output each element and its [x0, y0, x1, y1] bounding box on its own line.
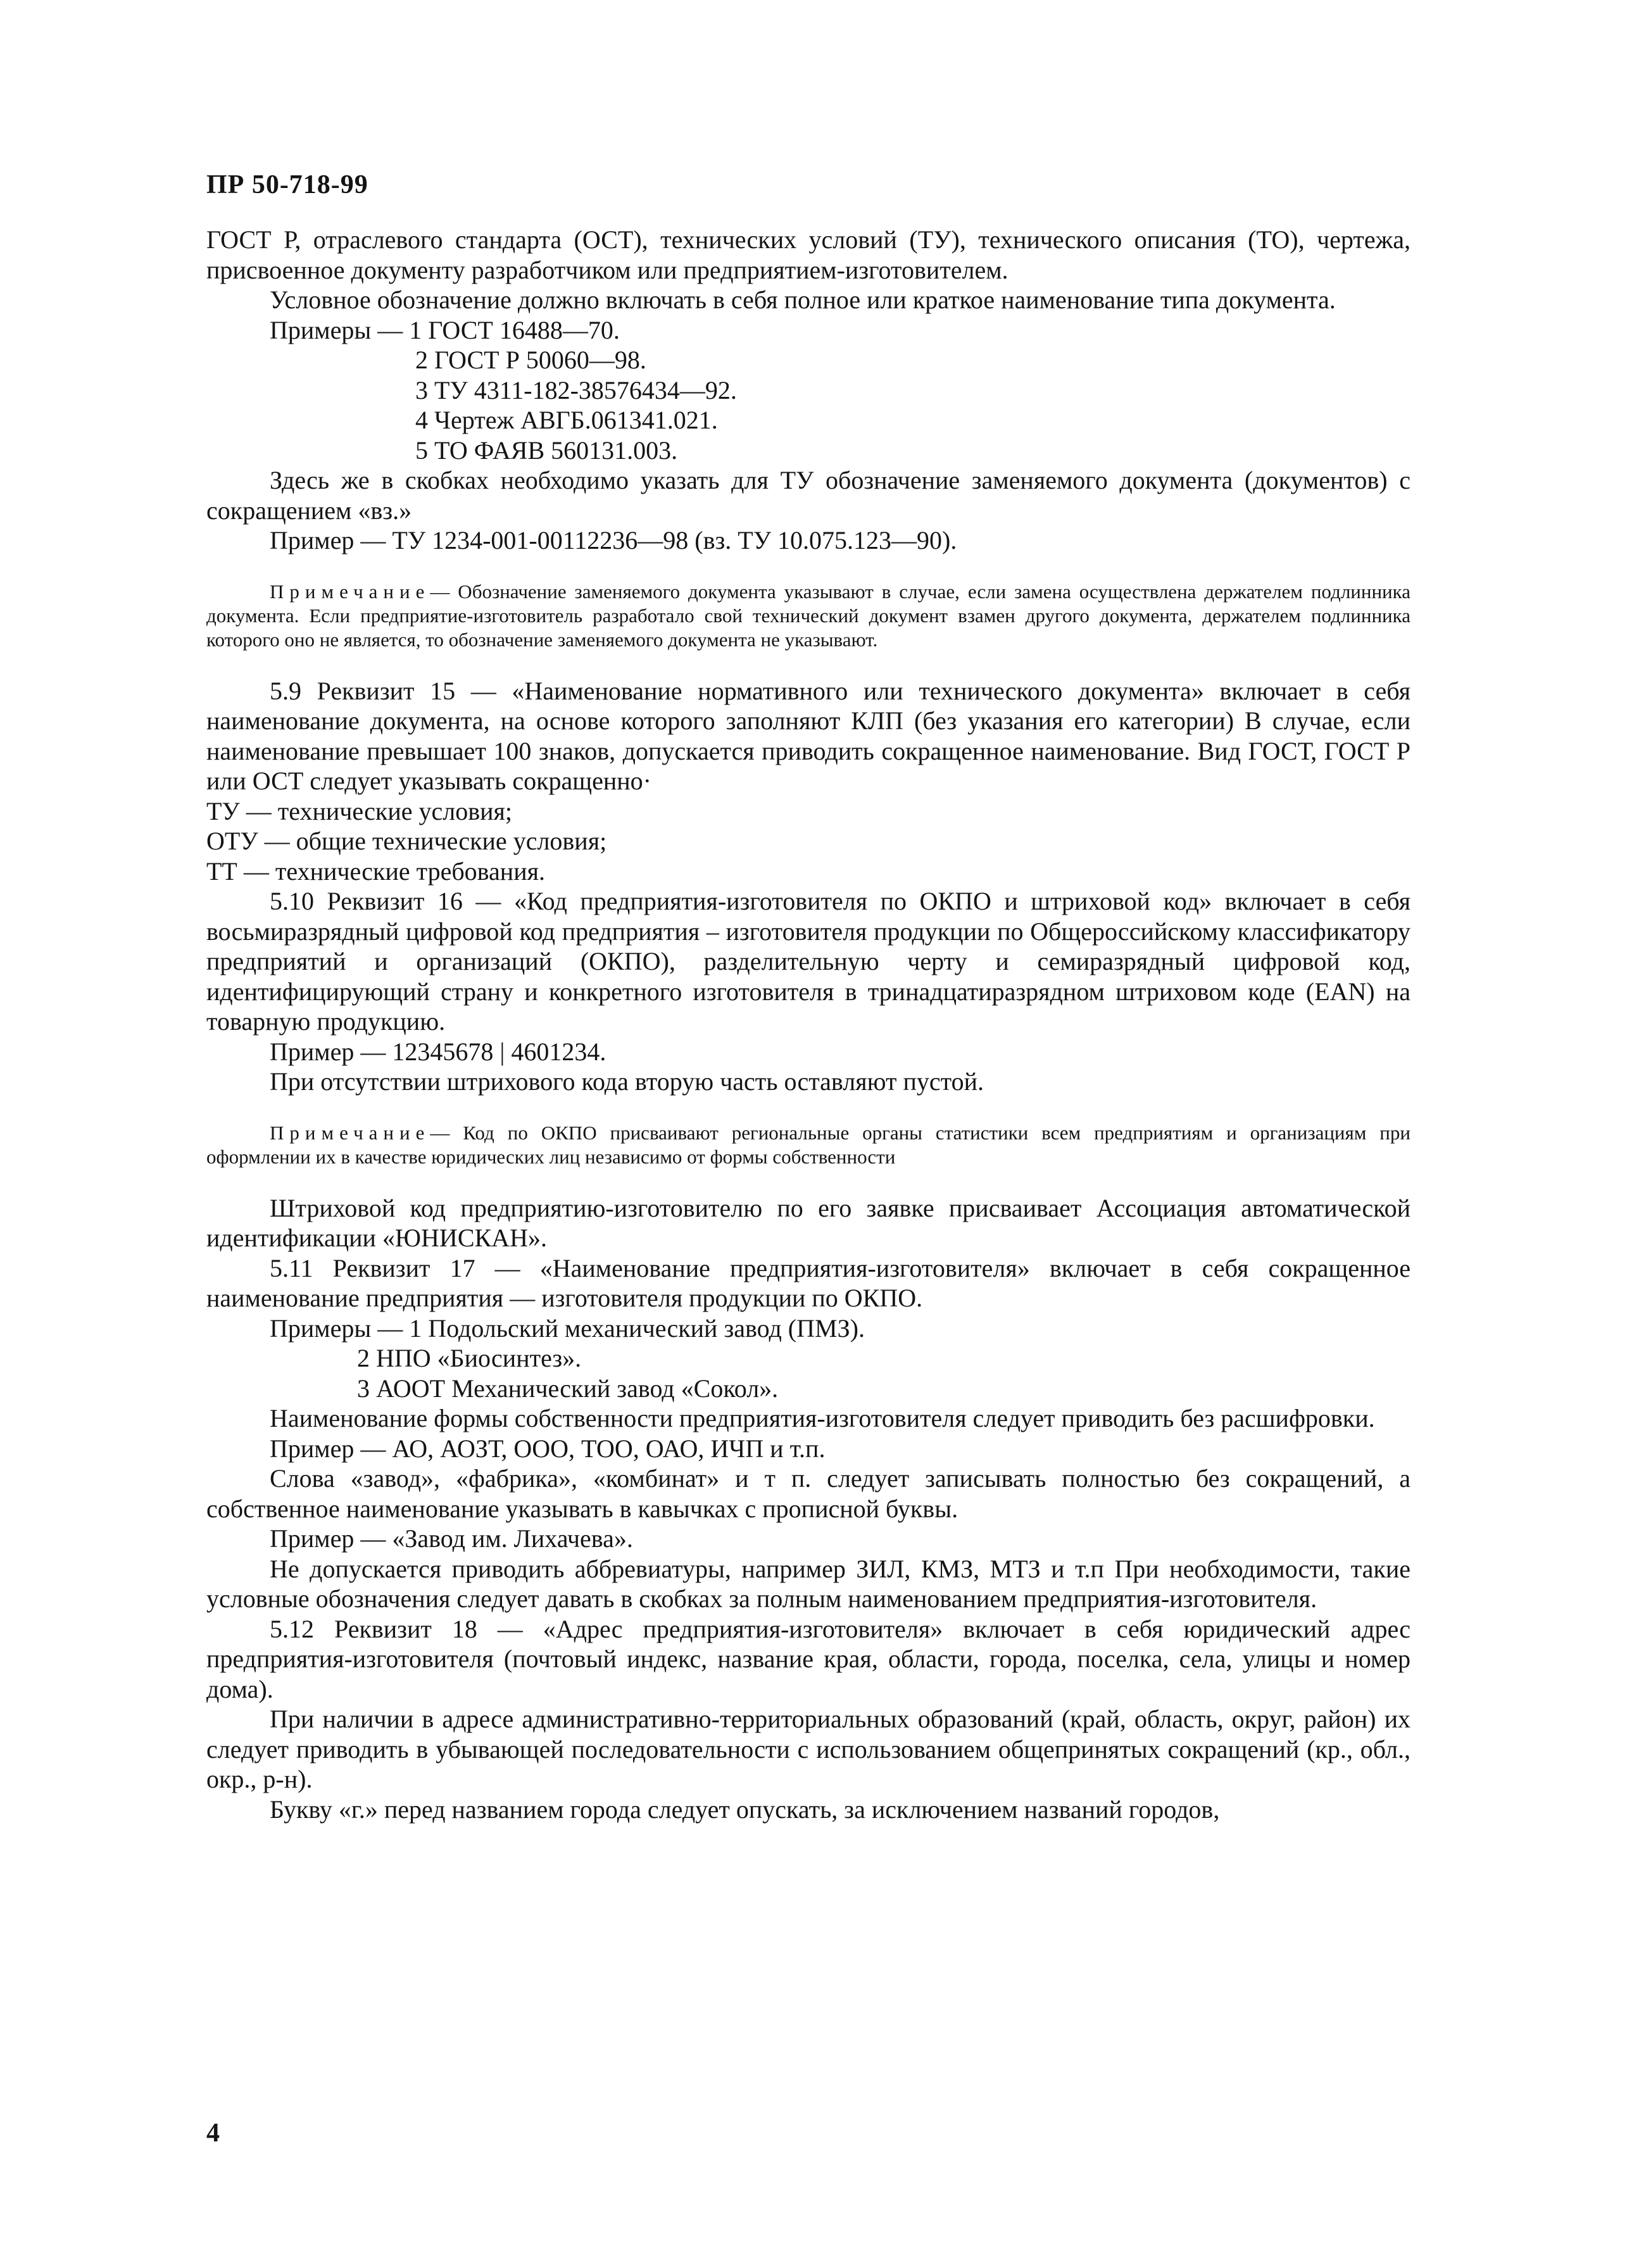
example-code: Пример — 12345678 | 4601234.: [270, 1037, 606, 1066]
paragraph-no-barcode: При отсутствии штрихового кода вторую часть оставляют пустой.: [270, 1067, 984, 1096]
spacer: [206, 1169, 1410, 1193]
paragraph-5-10: 5.10 Реквизит 16 — «Код предприятия-изготовителя по ОКПО и штриховой код» включает в себя восьмиразрядный цифровой код предприятия – изготовителя продукции по Общероссийскому классификатору предприятий и организаций (ОКПО), разделительную черту и семиразрядный цифровой код, идентифицирующий страну и конкретного изготовителя в тринадцатиразрядном штриховом коде (EAN) на товарную продукцию.: [206, 887, 1410, 1036]
paragraph-words: Слова «завод», «фабрика», «комбинат» и т п. следует записывать полностью без сокращений, а собственное наименование указывать в кавычках с прописной буквы.: [206, 1464, 1410, 1523]
examples17-list-first: [206, 1313, 1410, 1344]
example-item-4: 4 Чертеж АВГБ.061341.021.: [415, 406, 718, 434]
paragraph-abbreviations: Не допускается приводить аббревиатуры, например ЗИЛ, КМЗ, МТЗ и т.п При необходимости, такие условные обозначения следует давать в скобках за полным наименованием предприятия-изготовителя.: [206, 1554, 1410, 1613]
spacer: [206, 1097, 1410, 1121]
paragraph-gost-list: ГОСТ Р, отраслевого стандарта (ОСТ), технических условий (ТУ), технического описания (ТО), чертежа, присвоенное документу разработчиком или предприятием-изготовителем.: [206, 225, 1410, 284]
paragraph-5-9: 5.9 Реквизит 15 — «Наименование нормативного или технического документа» включает в себя наименование документа, на основе которого заполняют КЛП (без указания его категории) В случае, если наименование превышает 100 знаков, допускается приводить сокращенное наименование. Вид ГОСТ, ГОСТ Р или ОСТ следует указывать сокращенно·: [206, 676, 1410, 795]
paragraph-5-11: 5.11 Реквизит 17 — «Наименование предприятия-изготовителя» включает в себя сокращенное наименование предприятия — изготовителя продукции по ОКПО.: [206, 1253, 1410, 1312]
example-item-1: ГОСТ 16488—70.: [428, 315, 620, 344]
document-body: [206, 225, 1410, 1824]
note-replaced: [206, 580, 1410, 652]
note-okpo: [206, 1121, 1410, 1169]
abbr-tu: ТУ — технические условия;: [206, 796, 513, 825]
examples-label: Примеры — 1: [270, 315, 422, 344]
examples17-item-3: 3 АООТ Механический завод «Сокол».: [357, 1374, 779, 1403]
paragraph-designation: Условное обозначение должно включать в себя полное или краткое наименование типа документа.: [270, 285, 1336, 314]
note-text: — Код по ОКПО присваивают региональные органы статистики всем предприятиям и организациям при оформлении их в качестве юридических лиц независимо от формы собственности: [206, 1121, 1410, 1168]
paragraph-replaced-doc: Здесь же в скобках необходимо указать для ТУ обозначение заменяемого документа (документов) с сокращением «вз.»: [206, 466, 1410, 525]
example-tu: Пример — ТУ 1234-001-00112236—98 (вз. ТУ 10.075.123—90).: [270, 526, 957, 554]
page-number: 4: [206, 2119, 220, 2148]
example-forms: Пример — АО, АОЗТ, ООО, ТОО, ОАО, ИЧП и т.п.: [270, 1434, 826, 1463]
example-item-5: 5 ТО ФАЯВ 560131.003.: [415, 435, 678, 465]
note-label: Примечание: [270, 580, 430, 603]
examples17-item-1: Подольский механический завод (ПМЗ).: [428, 1313, 865, 1343]
paragraph-city-letter: Букву «г.» перед названием города следует опускать, за исключением названий городов,: [270, 1795, 1220, 1824]
page-header: ПР 50-718-99: [206, 170, 368, 199]
example-item-3: 3 ТУ 4311-182-38576434—92.: [415, 375, 737, 404]
abbr-otu: ОТУ — общие технические условия;: [206, 827, 607, 855]
examples-list-first: [206, 315, 1410, 346]
abbr-tt: ТТ — технические требования.: [206, 856, 545, 886]
note-label: Примечание: [270, 1121, 430, 1144]
paragraph-5-12: 5.12 Реквизит 18 — «Адрес предприятия-изготовителя» включает в себя юридический адрес предприятия-изготовителя (почтовый индекс, название края, области, города, поселка, села, улицы и номер дома).: [206, 1614, 1410, 1703]
examples17-item-2: 2 НПО «Биосинтез».: [357, 1344, 582, 1372]
examples17-label: Примеры — 1: [270, 1313, 422, 1343]
paragraph-ownership-form: Наименование формы собственности предприятия-изготовителя следует приводить без расшифровки.: [270, 1404, 1375, 1432]
note-text: — Обозначение заменяемого документа указывают в случае, если замена осуществлена держателем подлинника документа. Если предприятие-изготовитель разработало свой технический документ взамен другого документа, держателем подлинника которого оно не является, то обозначение заменяемого документа не указывают.: [206, 580, 1410, 651]
spacer: [206, 556, 1410, 580]
paragraph-admin-units: При наличии в адресе административно-территориальных образований (край, область, округ, район) их следует приводить в убывающей последовательности с использованием общепринятых сокращений (кр., обл., окр., р-н).: [206, 1705, 1410, 1793]
example-zavod: Пример — «Завод им. Лихачева».: [270, 1524, 633, 1553]
paragraph-barcode: Штриховой код предприятию-изготовителю по его заявке присваивает Ассоциация автоматической идентификации «ЮНИСКАН».: [206, 1193, 1410, 1252]
example-item-2: 2 ГОСТ Р 50060—98.: [415, 346, 646, 374]
spacer: [206, 652, 1410, 676]
